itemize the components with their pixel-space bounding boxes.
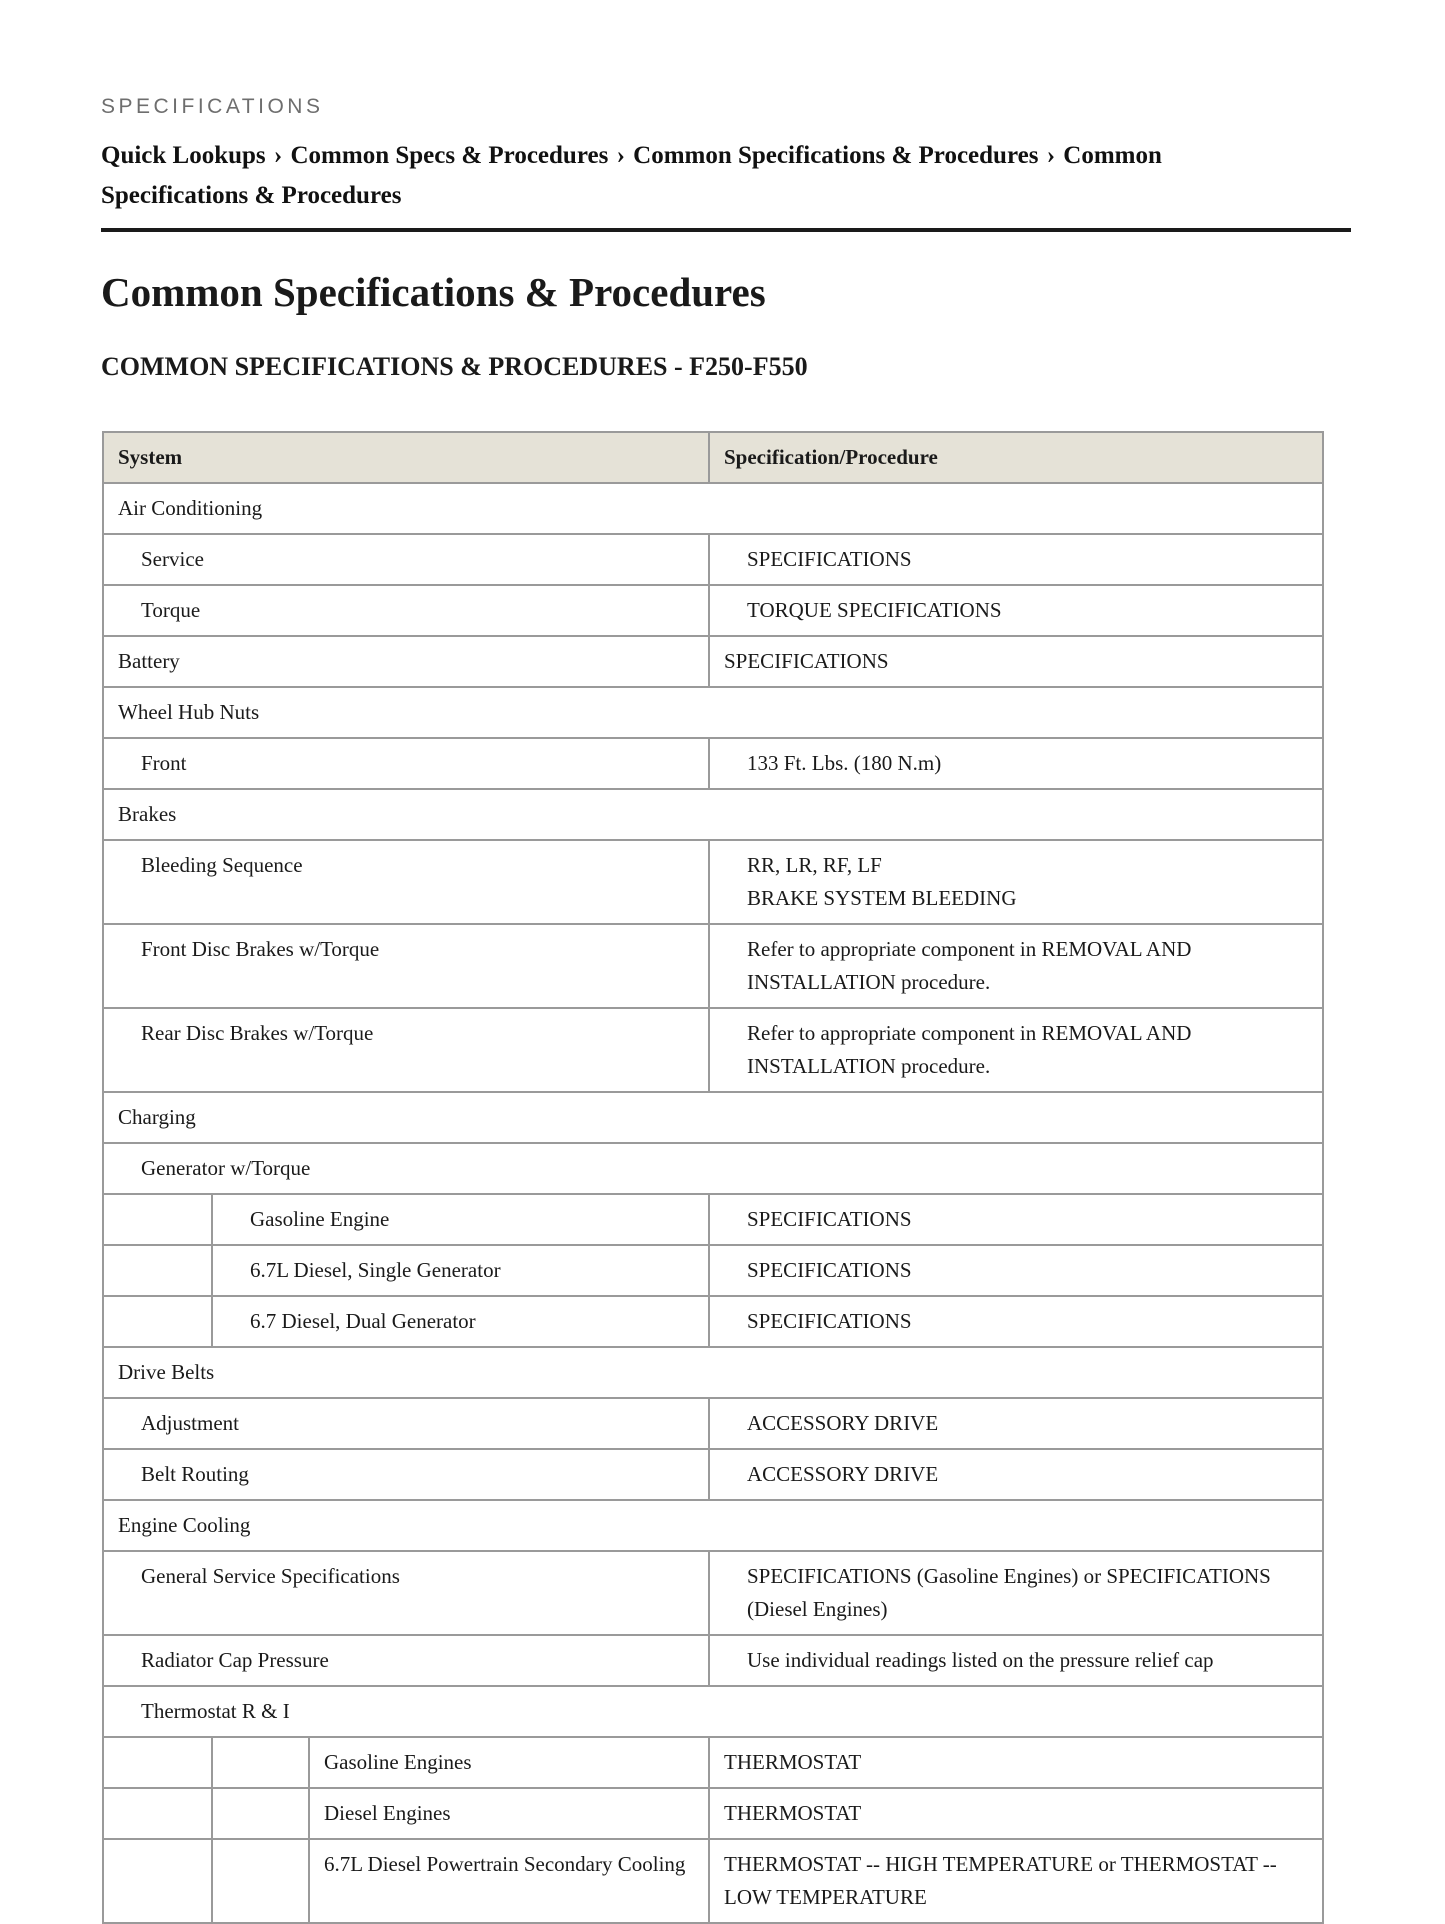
table-row: [103, 789, 1323, 840]
indent-cell: [212, 1788, 309, 1839]
group-cell: Wheel Hub Nuts: [103, 687, 1323, 738]
system-cell: Radiator Cap Pressure: [103, 1635, 709, 1686]
table-row: [103, 840, 1323, 924]
table-row: [103, 1092, 1323, 1143]
page-title: Common Specifications & Procedures: [101, 269, 766, 315]
indent-cell: [103, 1788, 212, 1839]
breadcrumb-item-common-specifications[interactable]: Common Specifications & Procedures: [633, 142, 1039, 169]
system-cell: Diesel Engines: [309, 1788, 709, 1839]
table-row: [103, 1737, 1323, 1788]
table-row: [103, 1635, 1323, 1686]
spec-link[interactable]: SPECIFICATIONS: [709, 1194, 1323, 1245]
spec-value: Refer to appropriate component in REMOVAL AND INSTALLATION procedure.: [709, 1008, 1323, 1092]
subgroup-cell: Thermostat R & I: [103, 1686, 1323, 1737]
spec-link[interactable]: TORQUE SPECIFICATIONS: [709, 585, 1323, 636]
table-row: [103, 585, 1323, 636]
table-row: [103, 1686, 1323, 1737]
spec-value: Use individual readings listed on the pressure relief cap: [709, 1635, 1323, 1686]
system-cell: Service: [103, 534, 709, 585]
page-subtitle: COMMON SPECIFICATIONS & PROCEDURES - F250-F550: [101, 352, 808, 381]
spec-link[interactable]: ACCESSORY DRIVE: [709, 1398, 1323, 1449]
group-cell: Charging: [103, 1092, 1323, 1143]
group-cell: Air Conditioning: [103, 483, 1323, 534]
table-row: [103, 1839, 1323, 1923]
breadcrumb-item-quick-lookups[interactable]: Quick Lookups: [101, 142, 266, 169]
spec-link[interactable]: THERMOSTAT: [709, 1788, 1323, 1839]
spec-link[interactable]: THERMOSTAT: [709, 1737, 1323, 1788]
system-cell: General Service Specifications: [103, 1551, 709, 1635]
indent-cell: [103, 1296, 212, 1347]
system-cell: Adjustment: [103, 1398, 709, 1449]
table-row: [103, 1398, 1323, 1449]
group-cell: Brakes: [103, 789, 1323, 840]
table-row: [103, 1194, 1323, 1245]
table-row: [103, 1551, 1323, 1635]
spec-link[interactable]: SPECIFICATIONS: [709, 534, 1323, 585]
table-row: [103, 483, 1323, 534]
breadcrumb-separator: ›: [1046, 142, 1056, 169]
table-row: [103, 738, 1323, 789]
spec-link[interactable]: THERMOSTAT -- HIGH TEMPERATURE or THERMOSTAT -- LOW TEMPERATURE: [709, 1839, 1323, 1923]
group-cell: Drive Belts: [103, 1347, 1323, 1398]
table-row: [103, 1449, 1323, 1500]
table-row: [103, 1788, 1323, 1839]
spec-link[interactable]: SPECIFICATIONS: [709, 636, 1323, 687]
system-cell: Front Disc Brakes w/Torque: [103, 924, 709, 1008]
table-row: [103, 1296, 1323, 1347]
subgroup-cell: Generator w/Torque: [103, 1143, 1323, 1194]
system-cell: Gasoline Engines: [309, 1737, 709, 1788]
spec-value: Refer to appropriate component in REMOVAL AND INSTALLATION procedure.: [709, 924, 1323, 1008]
system-cell: Torque: [103, 585, 709, 636]
spec-link[interactable]: SPECIFICATIONS: [709, 1296, 1323, 1347]
section-kicker: SPECIFICATIONS: [101, 95, 324, 118]
table-row: [103, 1500, 1323, 1551]
header-divider: [101, 228, 1351, 232]
indent-cell: [103, 1839, 212, 1923]
table-header-row: [103, 432, 1323, 483]
system-cell: Belt Routing: [103, 1449, 709, 1500]
spec-link[interactable]: BRAKE SYSTEM BLEEDING: [747, 886, 1017, 910]
column-header-specification: Specification/Procedure: [709, 432, 1323, 483]
breadcrumb-item-common-specs[interactable]: Common Specs & Procedures: [290, 142, 609, 169]
indent-cell: [103, 1737, 212, 1788]
system-cell: Gasoline Engine: [212, 1194, 709, 1245]
system-cell: 6.7 Diesel, Dual Generator: [212, 1296, 709, 1347]
system-cell: 6.7L Diesel, Single Generator: [212, 1245, 709, 1296]
table-row: [103, 1245, 1323, 1296]
table-row: [103, 687, 1323, 738]
spec-value: RR, LR, RF, LF: [747, 853, 882, 877]
table-row: [103, 1143, 1323, 1194]
table-row: [103, 924, 1323, 1008]
indent-cell: [103, 1245, 212, 1296]
spec-cell: [709, 840, 1323, 924]
indent-cell: [212, 1839, 309, 1923]
table-row: [103, 1008, 1323, 1092]
specifications-table: [102, 431, 1324, 1924]
breadcrumb: [101, 136, 1291, 216]
table-row: [103, 1347, 1323, 1398]
breadcrumb-separator: ›: [616, 142, 625, 169]
breadcrumb-separator: ›: [273, 142, 283, 169]
system-cell: Front: [103, 738, 709, 789]
spec-link[interactable]: SPECIFICATIONS (Gasoline Engines) or SPECIFICATIONS (Diesel Engines): [709, 1551, 1323, 1635]
indent-cell: [212, 1737, 309, 1788]
system-cell: Bleeding Sequence: [103, 840, 709, 924]
group-cell: Engine Cooling: [103, 1500, 1323, 1551]
spec-link[interactable]: ACCESSORY DRIVE: [709, 1449, 1323, 1500]
spec-value: 133 Ft. Lbs. (180 N.m): [709, 738, 1323, 789]
column-header-system: System: [103, 432, 709, 483]
table-row: [103, 534, 1323, 585]
indent-cell: [103, 1194, 212, 1245]
spec-link[interactable]: SPECIFICATIONS: [709, 1245, 1323, 1296]
system-cell: Rear Disc Brakes w/Torque: [103, 1008, 709, 1092]
breadcrumb-item-current: Common Specifications & Procedures: [101, 142, 1162, 209]
system-cell: Battery: [103, 636, 709, 687]
system-cell: 6.7L Diesel Powertrain Secondary Cooling: [309, 1839, 709, 1923]
table-row: [103, 636, 1323, 687]
